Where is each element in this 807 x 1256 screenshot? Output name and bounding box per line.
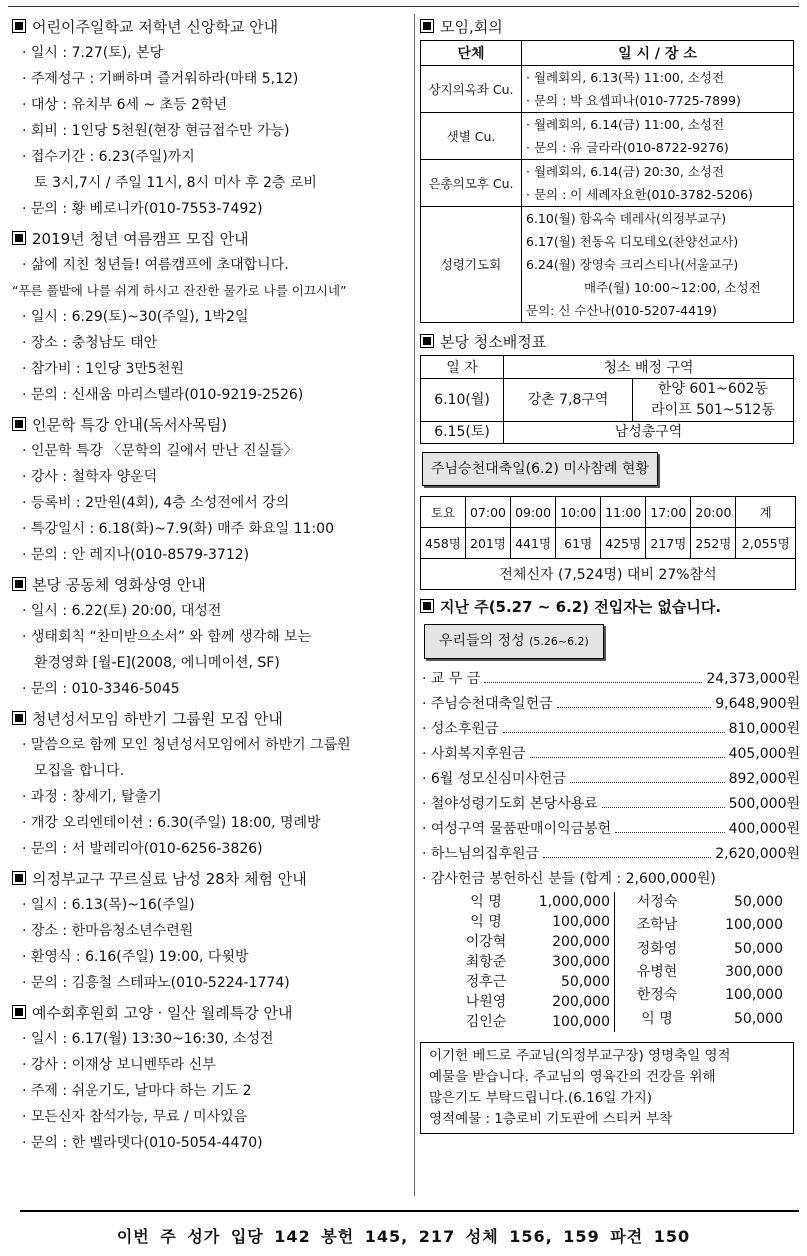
cleaning-section bbox=[420, 329, 800, 444]
meetings-title: 모임,회의 bbox=[440, 18, 503, 36]
attendance-time: 20:00 bbox=[691, 497, 736, 528]
donor-list bbox=[446, 892, 800, 1032]
offering-row bbox=[420, 692, 800, 717]
meeting-details bbox=[522, 207, 794, 323]
attendance-time: 계 bbox=[736, 497, 796, 528]
section-title: 2019년 청년 여름캠프 모집 안내 bbox=[32, 230, 249, 248]
hymn-footer: 이번 주 성가 입당 142 봉헌 145, 217 성체 156, 159 파견 150 bbox=[116, 1227, 691, 1246]
donor-name: 김인순 bbox=[465, 1014, 507, 1030]
donor-name: 정후근 bbox=[465, 974, 507, 990]
meeting-line: · 월례회의, 6.13(목) 11:00, 소성전 bbox=[526, 70, 725, 85]
section-title: 예수회후원회 고양 · 일산 월례특강 안내 bbox=[32, 1004, 293, 1022]
meetings-header-group: 단체 bbox=[421, 41, 522, 66]
donor-name: 한정숙 bbox=[636, 987, 678, 1004]
dotted-leader bbox=[615, 832, 724, 833]
square-bullet-icon bbox=[420, 599, 434, 613]
offering-amount: 405,000원 bbox=[728, 746, 800, 762]
notice-line: · 문의 : 한 벨라뎃다(010-5054-4470) bbox=[22, 1135, 263, 1151]
notice-line: · 개강 오리엔테이션 : 6.30(주일) 18:00, 명례방 bbox=[22, 815, 321, 831]
meeting-line: 매주(월) 10:00~12:00, 소성전 bbox=[584, 280, 761, 295]
notice-line: · 특강일시 : 6.18(화)~7.9(화) 매주 화요일 11:00 bbox=[22, 521, 334, 537]
notice-line: · 대상 : 유치부 6세 ~ 초등 2학년 bbox=[22, 97, 228, 113]
notice-line: · 회비 : 1인당 5천원(현장 현금접수만 가능) bbox=[22, 123, 290, 139]
notice-line: 토 3시,7시 / 주일 11시, 8시 미사 후 2층 로비 bbox=[34, 175, 317, 191]
notice-line: · 접수기간 : 6.23(주일)까지 bbox=[22, 149, 195, 165]
meeting-row bbox=[421, 66, 794, 113]
donor-name: 익 명 bbox=[641, 1010, 673, 1027]
notice-line: · 일시 : 6.13(목)~16(주일) bbox=[22, 897, 195, 913]
offerings-section bbox=[420, 620, 800, 1032]
square-bullet-icon bbox=[12, 19, 26, 33]
section-heading bbox=[420, 14, 800, 40]
notice-line: · 과정 : 창세기, 탈출기 bbox=[22, 789, 162, 805]
donor-amount: 1,000,000 bbox=[538, 894, 610, 910]
section-heading bbox=[12, 572, 408, 598]
relic-note-line: 영적예물 : 1층로비 기도판에 스티커 부착 bbox=[429, 1111, 673, 1127]
thanks-title: · 감사헌금 봉헌하신 분들 (합계 : 2,600,000원) bbox=[422, 871, 716, 887]
attendance-count: 252명 bbox=[691, 528, 736, 559]
offering-amount: 9,648,900원 bbox=[715, 696, 800, 712]
donor-amount: 300,000 bbox=[552, 954, 610, 970]
notice-line: · 환영식 : 6.16(주일) 19:00, 다윗방 bbox=[22, 949, 249, 965]
notice-line: · 문의 : 황 베로니카(010-7553-7492) bbox=[22, 201, 263, 217]
attendance-table bbox=[420, 496, 796, 590]
attendance-count: 61명 bbox=[556, 528, 601, 559]
donor-name: 이강혁 bbox=[465, 934, 507, 950]
attendance-time: 17:00 bbox=[646, 497, 691, 528]
donor-name: 나원영 bbox=[465, 994, 507, 1010]
meeting-line: · 문의 : 이 세례자요한(010-3782-5206) bbox=[526, 187, 753, 202]
offering-amount: 500,000원 bbox=[728, 796, 800, 812]
attendance-time: 11:00 bbox=[601, 497, 646, 528]
offering-label: · 하느님의집후원금 bbox=[422, 846, 540, 862]
relic-note-line: 많은기도 부탁드립니다.(6.16일 가지) bbox=[429, 1090, 652, 1106]
section-heading bbox=[12, 1000, 408, 1026]
notice-line: · 인문학 특강 〈문학의 길에서 만난 진실들〉 bbox=[22, 443, 298, 459]
attendance-count: 2,055명 bbox=[736, 528, 796, 559]
offerings-list bbox=[420, 667, 800, 867]
right-column bbox=[420, 14, 800, 1134]
donor-amount: 300,000 bbox=[725, 963, 783, 980]
offering-label: · 철야성령기도회 본당사용료 bbox=[422, 796, 598, 812]
section-heading bbox=[12, 226, 408, 252]
offerings-title-box bbox=[424, 624, 604, 659]
offering-row bbox=[420, 817, 800, 842]
donor-amount: 100,000 bbox=[552, 1014, 610, 1030]
attendance-summary: 전체신자 (7,524명) 대비 27%참석 bbox=[421, 559, 796, 590]
relic-note-line: 예물을 받습니다. 주교님의 영육간의 건강을 위해 bbox=[429, 1069, 716, 1085]
notice-line: 모집을 합니다. bbox=[34, 763, 125, 779]
notice-line: · 등록비 : 2만원(4회), 4층 소성전에서 강의 bbox=[22, 495, 290, 511]
dotted-leader bbox=[484, 682, 702, 683]
section-title: 인문학 특강 안내(독서사목팀) bbox=[32, 416, 228, 434]
notice-section bbox=[12, 226, 408, 408]
offering-label: · 성소후원금 bbox=[422, 721, 499, 737]
donor-amount: 100,000 bbox=[552, 914, 610, 930]
meeting-group: 샛별 Cu. bbox=[421, 113, 522, 160]
offering-row bbox=[420, 717, 800, 742]
attendance-count: 217명 bbox=[646, 528, 691, 559]
notice-line: · 모든신자 참석가능, 무료 / 미사있음 bbox=[22, 1109, 248, 1125]
meeting-line: 6.17(월) 천동옥 디모테오(찬양선교사) bbox=[526, 234, 739, 249]
meeting-details bbox=[522, 113, 794, 160]
notice-line: · 문의 : 010-3346-5045 bbox=[22, 681, 180, 697]
top-rule bbox=[8, 6, 799, 7]
meeting-row bbox=[421, 207, 794, 323]
square-bullet-icon bbox=[12, 871, 26, 885]
attendance-time: 10:00 bbox=[556, 497, 601, 528]
cleaning-area: 강촌 7,8구역 bbox=[504, 379, 633, 422]
offering-amount: 810,000원 bbox=[728, 721, 800, 737]
notice-line: · 삶에 지친 청년들! 여름캠프에 초대합니다. bbox=[22, 257, 289, 273]
donor-name: 서정숙 bbox=[636, 894, 678, 910]
notice-line: · 강사 : 이재상 보니벤뚜라 신부 bbox=[22, 1057, 216, 1073]
attendance-count: 425명 bbox=[601, 528, 646, 559]
dotted-leader bbox=[602, 807, 725, 808]
meetings-section bbox=[420, 14, 800, 323]
square-bullet-icon bbox=[420, 334, 434, 348]
offering-row bbox=[420, 842, 800, 867]
section-heading bbox=[12, 412, 408, 438]
notice-line: · 생태회칙 “찬미받으소서” 와 함께 생각해 보는 bbox=[22, 629, 312, 645]
bottom-rule bbox=[20, 1210, 799, 1212]
notice-line: · 말씀으로 함께 모인 청년성서모임에서 하반기 그룹원 bbox=[22, 737, 351, 753]
offering-row bbox=[420, 742, 800, 767]
attendance-count: 441명 bbox=[511, 528, 556, 559]
notice-line: · 문의 : 김흥철 스테파노(010-5224-1774) bbox=[22, 975, 290, 991]
left-column bbox=[12, 14, 408, 1160]
meetings-table bbox=[420, 40, 794, 323]
meeting-details bbox=[522, 66, 794, 113]
offering-amount: 892,000원 bbox=[728, 771, 800, 787]
offerings-title: 우리들의 정성 bbox=[439, 633, 525, 649]
cleaning-table bbox=[420, 355, 794, 444]
meeting-line: · 월례회의, 6.14(금) 20:30, 소성전 bbox=[526, 164, 725, 179]
attendance-count: 458명 bbox=[421, 528, 466, 559]
section-title: 본당 공동체 영화상영 안내 bbox=[32, 576, 206, 594]
dotted-leader bbox=[557, 707, 712, 708]
meetings-header-schedule: 일 시 / 장 소 bbox=[522, 41, 794, 66]
offering-amount: 400,000원 bbox=[728, 821, 800, 837]
section-heading bbox=[12, 14, 408, 40]
offering-amount: 2,620,000원 bbox=[715, 846, 800, 862]
notice-section bbox=[12, 706, 408, 862]
notice-section bbox=[12, 866, 408, 996]
meeting-line: · 문의 : 유 글라라(010-8722-9276) bbox=[526, 140, 729, 155]
donor-amount: 50,000 bbox=[734, 894, 783, 910]
notice-line: · 참가비 : 1인당 3만5천원 bbox=[22, 361, 184, 377]
meeting-line: · 문의 : 박 요셉피나(010-7725-7899) bbox=[526, 93, 741, 108]
attendance-time: 09:00 bbox=[511, 497, 556, 528]
meeting-group: 상지의옥좌 Cu. bbox=[421, 66, 522, 113]
section-heading bbox=[420, 329, 800, 355]
relic-note-line: 이기헌 베드로 주교님(의정부교구장) 영명축일 영적 bbox=[429, 1048, 731, 1064]
dotted-leader bbox=[570, 782, 725, 783]
section-heading bbox=[12, 706, 408, 732]
section-title: 의정부교구 꾸르실료 남성 28차 체험 안내 bbox=[32, 870, 307, 888]
square-bullet-icon bbox=[12, 577, 26, 591]
donor-amount: 100,000 bbox=[725, 917, 783, 934]
dotted-leader bbox=[530, 757, 725, 758]
notice-line: · 주제 : 쉬운기도, 날마다 하는 기도 2 bbox=[22, 1083, 252, 1099]
notice-line: “푸른 풀밭에 나를 쉬게 하시고 잔잔한 물가로 나를 이끄시네” bbox=[12, 283, 347, 298]
notice-line: · 문의 : 신새움 마리스텔라(010-9219-2526) bbox=[22, 387, 304, 403]
notice-line: 환경영화 [월-E](2008, 에니메이션, SF) bbox=[34, 655, 280, 671]
attendance-time: 07:00 bbox=[465, 497, 510, 528]
meeting-details bbox=[522, 160, 794, 207]
meeting-line: 6.10(월) 함옥숙 데레사(의정부교구) bbox=[526, 211, 727, 226]
notice-line: · 강사 : 철학자 양운덕 bbox=[22, 469, 158, 485]
notice-line: · 장소 : 충청남도 태안 bbox=[22, 335, 158, 351]
donor-name: 정화영 bbox=[636, 940, 678, 957]
attendance-count: 201명 bbox=[465, 528, 510, 559]
donor-name: 최항준 bbox=[465, 954, 507, 970]
offering-label: · 교 무 금 bbox=[422, 671, 481, 687]
offering-row bbox=[420, 792, 800, 817]
meeting-line: 문의: 신 수산나(010-5207-4419) bbox=[526, 303, 717, 318]
notice-line: · 문의 : 안 레지나(010-8579-3712) bbox=[22, 547, 250, 563]
offering-row bbox=[420, 667, 800, 692]
attendance-time: 토요 bbox=[421, 497, 466, 528]
notice-line: · 일시 : 6.22(토) 20:00, 대성전 bbox=[22, 603, 222, 619]
cleaning-date: 6.15(토) bbox=[421, 422, 504, 444]
notice-line: · 문의 : 서 발레리아(010-6256-3826) bbox=[22, 841, 263, 857]
offering-amount: 24,373,000원 bbox=[706, 671, 800, 687]
cleaning-header-date: 일 자 bbox=[421, 356, 504, 379]
donor-name: 유병현 bbox=[636, 963, 678, 980]
offering-label: · 사회복지후원금 bbox=[422, 746, 526, 762]
offering-row bbox=[420, 767, 800, 792]
notice-section bbox=[12, 1000, 408, 1156]
cleaning-title: 본당 청소배정표 bbox=[440, 333, 547, 351]
section-title: 어린이주일학교 저학년 신앙학교 안내 bbox=[32, 18, 279, 36]
notice-section bbox=[12, 572, 408, 702]
thanks-heading bbox=[420, 867, 800, 892]
relic-note-box bbox=[420, 1042, 794, 1134]
donor-amount: 100,000 bbox=[725, 987, 783, 1004]
cleaning-subarea: 한양 601~602동 bbox=[633, 379, 794, 401]
transfer-notice bbox=[420, 594, 800, 620]
section-heading bbox=[12, 866, 408, 892]
column-divider bbox=[414, 14, 415, 1196]
notice-line: · 일시 : 7.27(토), 본당 bbox=[22, 45, 164, 61]
offering-label: · 여성구역 물품판매이익금봉헌 bbox=[422, 821, 612, 837]
meeting-group: 은총의모후 Cu. bbox=[421, 160, 522, 207]
notice-line: · 일시 : 6.17(월) 13:30~16:30, 소성전 bbox=[22, 1031, 274, 1047]
donor-amount: 200,000 bbox=[552, 934, 610, 950]
donor-name: 익 명 bbox=[470, 894, 502, 910]
offering-label: · 6월 성모신심미사헌금 bbox=[422, 771, 566, 787]
donor-amount: 50,000 bbox=[561, 974, 610, 990]
donor-amount: 50,000 bbox=[734, 1010, 783, 1027]
cleaning-header-area: 청소 배정 구역 bbox=[504, 356, 794, 379]
meeting-row bbox=[421, 113, 794, 160]
cleaning-subarea: 라이프 501~512동 bbox=[633, 400, 794, 422]
notice-line: · 주제성구 : 기뻐하며 즐거워하라(마태 5,12) bbox=[22, 71, 299, 87]
notice-line: · 일시 : 6.29(토)~30(주일), 1박2일 bbox=[22, 309, 249, 325]
attendance-title-box: 주님승천대축일(6.2) 미사참례 현황 bbox=[422, 452, 658, 486]
square-bullet-icon bbox=[12, 1005, 26, 1019]
square-bullet-icon bbox=[420, 19, 434, 33]
meeting-row bbox=[421, 160, 794, 207]
meeting-group: 성령기도회 bbox=[421, 207, 522, 323]
donor-name: 익 명 bbox=[470, 914, 502, 930]
offering-label: · 주님승천대축일헌금 bbox=[422, 696, 553, 712]
cleaning-area: 남성총구역 bbox=[504, 422, 794, 444]
transfer-note-text: 지난 주(5.27 ~ 6.2) 전입자는 없습니다. bbox=[440, 598, 722, 616]
square-bullet-icon bbox=[12, 711, 26, 725]
notice-line: · 장소 : 한마음청소년수련원 bbox=[22, 923, 194, 939]
dotted-leader bbox=[503, 732, 725, 733]
meeting-line: · 월례회의, 6.14(금) 11:00, 소성전 bbox=[526, 117, 725, 132]
donor-amount: 200,000 bbox=[552, 994, 610, 1010]
offerings-period: (5.26~6.2) bbox=[529, 635, 589, 648]
section-title: 청년성서모임 하반기 그룹원 모집 안내 bbox=[32, 710, 283, 728]
cleaning-date: 6.10(월) bbox=[421, 379, 504, 422]
attendance-section bbox=[420, 448, 800, 590]
meeting-line: 6.24(월) 장영숙 크리스티나(서울교구) bbox=[526, 257, 739, 272]
donor-amount: 50,000 bbox=[734, 940, 783, 957]
donor-name: 조학남 bbox=[636, 917, 678, 934]
notice-section bbox=[12, 14, 408, 222]
dotted-leader bbox=[543, 857, 711, 858]
square-bullet-icon bbox=[12, 231, 26, 245]
square-bullet-icon bbox=[12, 417, 26, 431]
notice-section bbox=[12, 412, 408, 568]
